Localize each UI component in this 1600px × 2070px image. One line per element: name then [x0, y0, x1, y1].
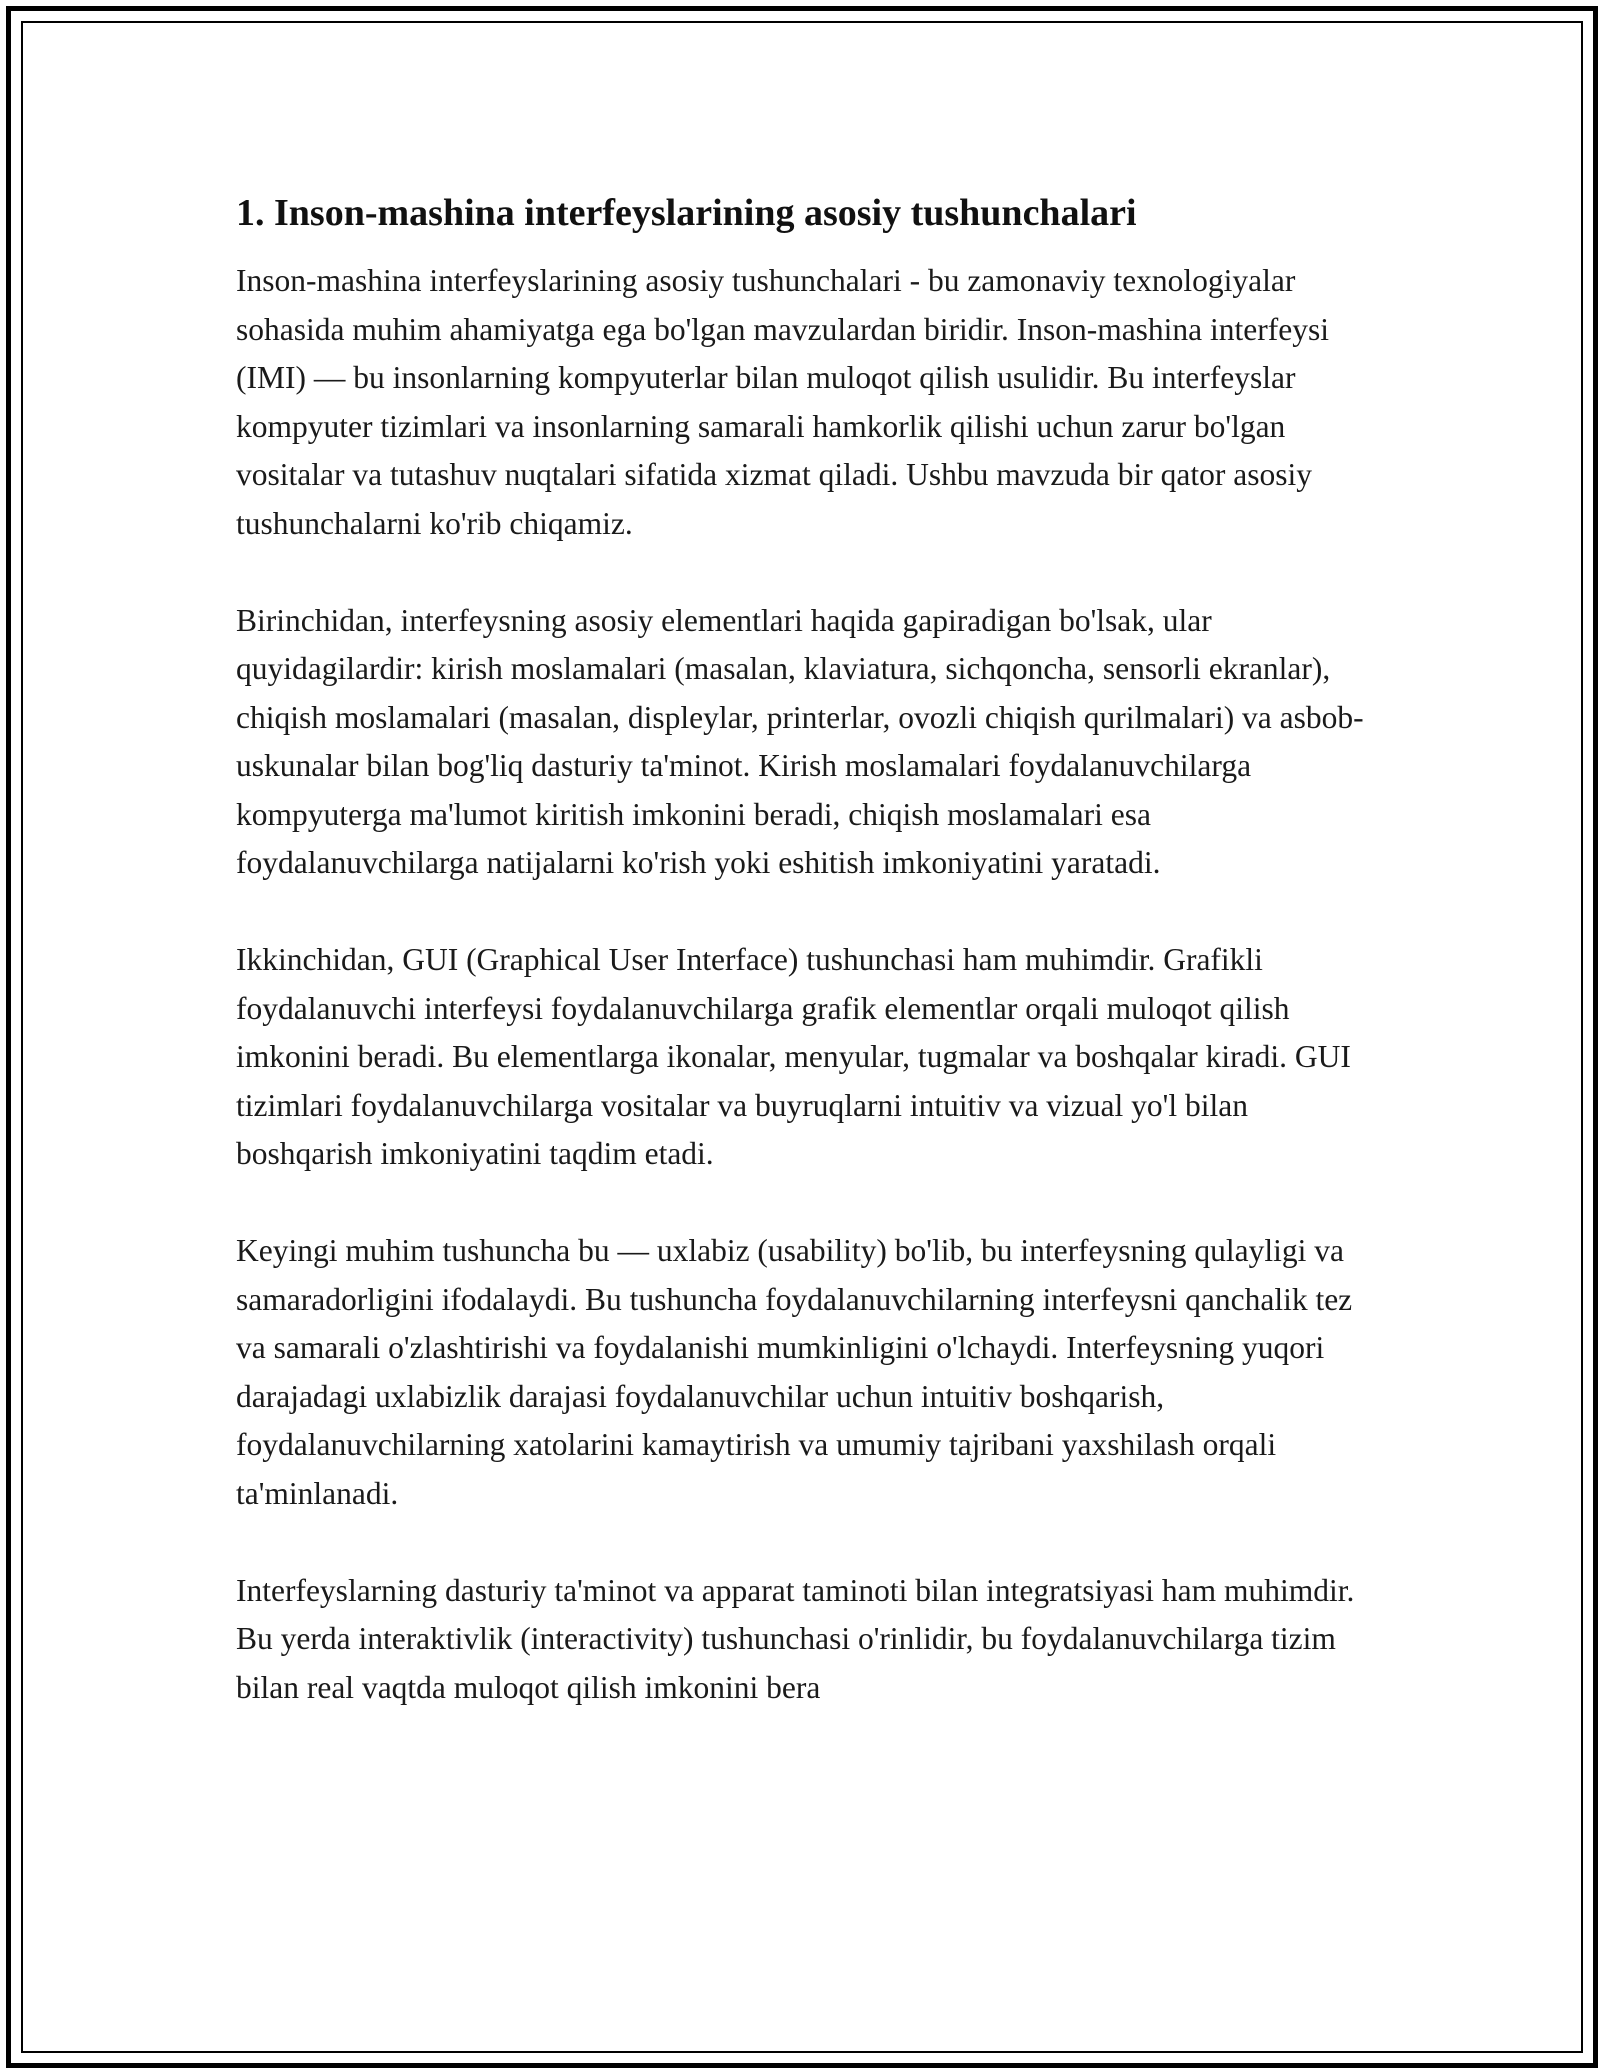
paragraph-intro: Inson-mashina interfeyslarining asosiy tushunchalari - bu zamonaviy texnologiyalar sohasida muhim ahamiyatga ega bo'lgan mavzulardan biridir. Inson-mashina interfeysi (IMI) — bu insonlarning kompyuterlar bilan muloqot qilish usulidir. Bu interfeyslar kompyuter tizimlari va insonlarning samarali hamkorlik qilishi uchun zarur bo'lgan vositalar va tutashuv nuqtalari sifatida xizmat qiladi. Ushbu mavzuda bir qator asosiy tushunchalarni ko'rib chiqamiz. [236, 263, 1329, 541]
section-heading: 1. Inson-mashina interfeyslarining asosiy tushunchalari [236, 192, 1137, 234]
paragraph-integration: Interfeyslarning dasturiy ta'minot va apparat taminoti bilan integratsiyasi ham muhimdir. Bu yerda interaktivlik (interactivity) tushunchasi o'rinlidir, bu foydalanuvchilarga tizim bilan real vaqtda muloqot qilish imkonini bera [236, 1572, 1355, 1705]
paragraph-interface-elements: Birinchidan, interfeysning asosiy elementlari haqida gapiradigan bo'lsak, ular quyidagilardir: kirish moslamalari (masalan, klaviatura, sichqoncha, sensorli ekranlar), chiqish moslamalari (masalan, displeylar, printerlar, ovozli chiqish qurilmalari) va asbob-uskunalar bilan bog'liq dasturiy ta'minot. Kirish moslamalari foydalanuvchilarga kompyuterga ma'lumot kiritish imkonini beradi, chiqish moslamalari esa foydalanuvchilarga natijalarni ko'rish yoki eshitish imkoniyatini yaratadi. [236, 602, 1364, 880]
document-body [236, 187, 1376, 1761]
paragraph-gui: Ikkinchidan, GUI (Graphical User Interface) tushunchasi ham muhimdir. Grafikli foydalanuvchi interfeysi foydalanuvchilarga grafik elementlar orqali muloqot qilish imkonini beradi. Bu elementlarga ikonalar, menyular, tugmalar va boshqalar kiradi. GUI tizimlari foydalanuvchilarga vositalar va buyruqlarni intuitiv va vizual yo'l bilan boshqarish imkoniyatini taqdim etadi. [236, 942, 1351, 1171]
paragraph-usability: Keyingi muhim tushuncha bu — uxlabiz (usability) bo'lib, bu interfeysning qulayligi va samaradorligini ifodalaydi. Bu tushuncha foydalanuvchilarning interfeysni qanchalik tez va samarali o'zlashtirishi va foydalanishi mumkinligini o'lchaydi. Interfeysning yuqori darajadagi uxlabizlik darajasi foydalanuvchilar uchun intuitiv boshqarish, foydalanuvchilarning xatolarini kamaytirish va umumiy tajribani yaxshilash orqali ta'minlanadi. [236, 1233, 1353, 1511]
